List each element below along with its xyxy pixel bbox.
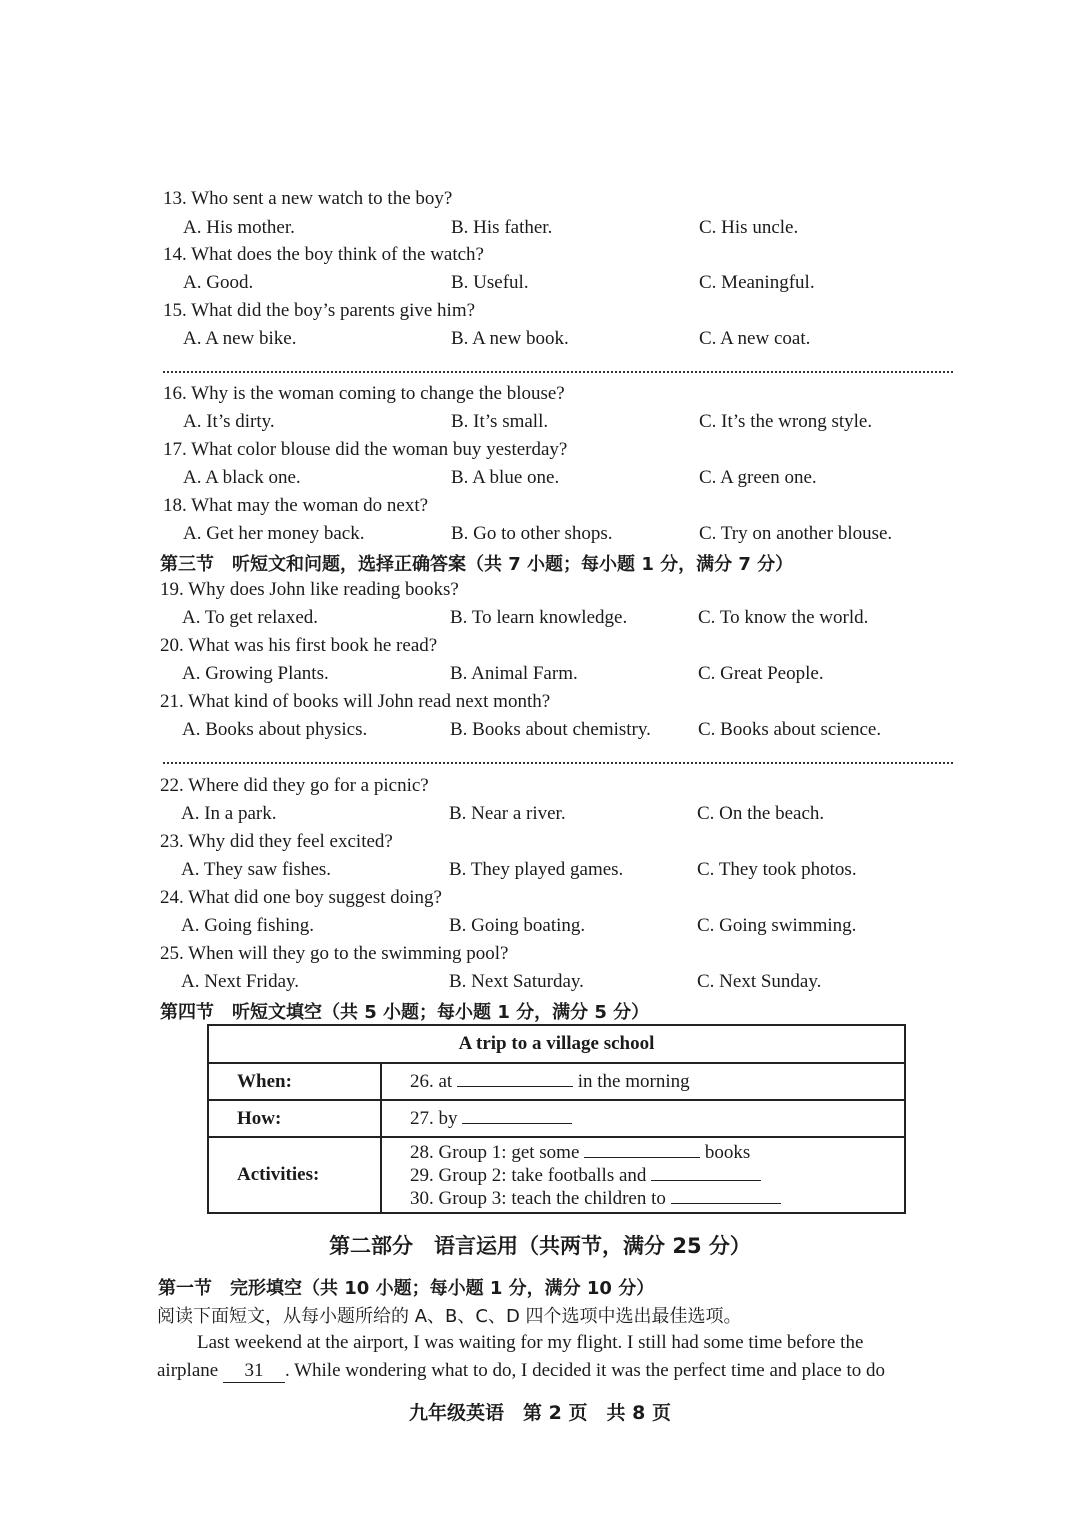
activity-line-30	[410, 1187, 904, 1210]
question-18: 18. What may the woman do next?	[163, 495, 429, 516]
option-c: C. To know the world.	[698, 607, 869, 628]
question-23: 23. Why did they feel excited?	[160, 831, 393, 852]
option-b: B. Animal Farm.	[450, 663, 578, 684]
answer-blank-27[interactable]	[462, 1107, 572, 1124]
option-c: C. Next Sunday.	[697, 971, 822, 992]
passage-text: . While wondering what to do, I decided it was the perfect time and place to do	[284, 1360, 886, 1381]
q26-prefix: 26. at	[410, 1071, 453, 1092]
question-14: 14. What does the boy think of the watch?	[163, 244, 484, 265]
answer-blank-26[interactable]	[457, 1070, 573, 1087]
activities-label: Activities:	[208, 1137, 381, 1213]
part-2-title: 第二部分 语言运用（共两节，满分 25 分）	[329, 1234, 751, 1258]
dotted-separator	[163, 371, 953, 373]
question-20: 20. What was his first book he read?	[160, 635, 438, 656]
option-c: C. They took photos.	[697, 859, 857, 880]
option-c: C. A new coat.	[699, 328, 811, 349]
options-18	[183, 523, 963, 549]
options-13	[183, 217, 963, 243]
option-c: C. Going swimming.	[697, 915, 857, 936]
question-19: 19. Why does John like reading books?	[160, 579, 459, 600]
fill-in-table	[207, 1024, 906, 1214]
option-c: C. On the beach.	[697, 803, 825, 824]
option-a: A. Going fishing.	[181, 915, 314, 936]
options-22	[181, 803, 961, 829]
options-25	[181, 971, 961, 997]
option-b: B. Going boating.	[449, 915, 586, 936]
option-c: C. It’s the wrong style.	[699, 411, 873, 432]
options-24	[181, 915, 961, 941]
options-16	[183, 411, 963, 437]
table-row-how	[208, 1100, 905, 1137]
page-footer: 九年级英语 第 2 页 共 8 页	[409, 1402, 671, 1424]
option-a: A. Get her money back.	[183, 523, 365, 544]
option-a: A. It’s dirty.	[183, 411, 275, 432]
answer-blank-28[interactable]	[584, 1141, 700, 1158]
when-label: When:	[208, 1063, 381, 1100]
option-b: B. Next Saturday.	[449, 971, 584, 992]
options-19	[182, 607, 962, 633]
option-a: A. In a park.	[181, 803, 277, 824]
q30-prefix: 30. Group 3: teach the children to	[410, 1187, 666, 1209]
option-b: B. Go to other shops.	[451, 523, 613, 544]
passage-text: airplane	[157, 1360, 219, 1381]
q28-suffix: books	[704, 1141, 751, 1163]
options-20	[182, 663, 962, 689]
option-a: A. A black one.	[183, 467, 301, 488]
passage-line-2	[157, 1360, 957, 1383]
option-a: A. His mother.	[183, 217, 295, 238]
option-a: A. They saw fishes.	[181, 859, 332, 880]
instruction-text: 阅读下面短文，从每小题所给的 A、B、C、D 四个选项中选出最佳选项。	[157, 1306, 742, 1327]
option-b: B. Near a river.	[449, 803, 566, 824]
table-row-activities	[208, 1137, 905, 1213]
question-13: 13. Who sent a new watch to the boy?	[163, 188, 453, 209]
option-b: B. A new book.	[451, 328, 569, 349]
option-b: B. Books about chemistry.	[450, 719, 651, 740]
q26-suffix: in the morning	[577, 1071, 690, 1092]
q28-prefix: 28. Group 1: get some	[410, 1141, 580, 1163]
answer-blank-30[interactable]	[671, 1187, 781, 1204]
option-b: B. A blue one.	[451, 467, 560, 488]
section-4-heading: 第四节 听短文填空（共 5 小题；每小题 1 分，满分 5 分）	[160, 1002, 650, 1023]
options-14	[183, 272, 963, 298]
activity-line-28	[410, 1141, 904, 1164]
question-16: 16. Why is the woman coming to change the blouse?	[163, 383, 565, 404]
option-c: C. Great People.	[698, 663, 824, 684]
answer-blank-29[interactable]	[651, 1164, 761, 1181]
question-21: 21. What kind of books will John read next month?	[160, 691, 551, 712]
passage-line-1: Last weekend at the airport, I was waiting for my flight. I still had some time before the	[197, 1332, 864, 1353]
option-b: B. To learn knowledge.	[450, 607, 628, 628]
question-24: 24. What did one boy suggest doing?	[160, 887, 442, 908]
option-a: A. Good.	[183, 272, 254, 293]
option-c: C. Meaningful.	[699, 272, 815, 293]
activities-cell	[381, 1137, 905, 1213]
option-b: B. It’s small.	[451, 411, 549, 432]
how-label: How:	[208, 1100, 381, 1137]
option-a: A. Growing Plants.	[182, 663, 329, 684]
section-3-heading: 第三节 听短文和问题，选择正确答案（共 7 小题；每小题 1 分，满分 7 分）	[160, 554, 794, 575]
question-22: 22. Where did they go for a picnic?	[160, 775, 429, 796]
options-15	[183, 328, 963, 354]
option-c: C. His uncle.	[699, 217, 799, 238]
activity-line-29	[410, 1164, 904, 1187]
option-b: B. His father.	[451, 217, 553, 238]
cloze-blank-31[interactable]: 31	[223, 1360, 285, 1383]
option-c: C. Books about science.	[698, 719, 882, 740]
q29-prefix: 29. Group 2: take footballs and	[410, 1164, 647, 1186]
question-17: 17. What color blouse did the woman buy yesterday?	[163, 439, 568, 460]
table-row-when	[208, 1063, 905, 1100]
how-cell	[381, 1100, 905, 1137]
table-title: A trip to a village school	[208, 1025, 905, 1063]
option-a: A. Next Friday.	[181, 971, 300, 992]
option-a: A. A new bike.	[183, 328, 297, 349]
when-cell	[381, 1063, 905, 1100]
q27-prefix: 27. by	[410, 1108, 458, 1129]
question-25: 25. When will they go to the swimming pool?	[160, 943, 509, 964]
option-b: B. Useful.	[451, 272, 529, 293]
options-21	[182, 719, 962, 745]
options-23	[181, 859, 961, 885]
option-c: C. Try on another blouse.	[699, 523, 893, 544]
option-c: C. A green one.	[699, 467, 817, 488]
question-15: 15. What did the boy’s parents give him?	[163, 300, 476, 321]
dotted-separator	[163, 762, 953, 764]
option-b: B. They played games.	[449, 859, 624, 880]
option-a: A. Books about physics.	[182, 719, 368, 740]
options-17	[183, 467, 963, 493]
part-2-section-1-heading: 第一节 完形填空（共 10 小题；每小题 1 分，满分 10 分）	[158, 1278, 655, 1299]
option-a: A. To get relaxed.	[182, 607, 319, 628]
